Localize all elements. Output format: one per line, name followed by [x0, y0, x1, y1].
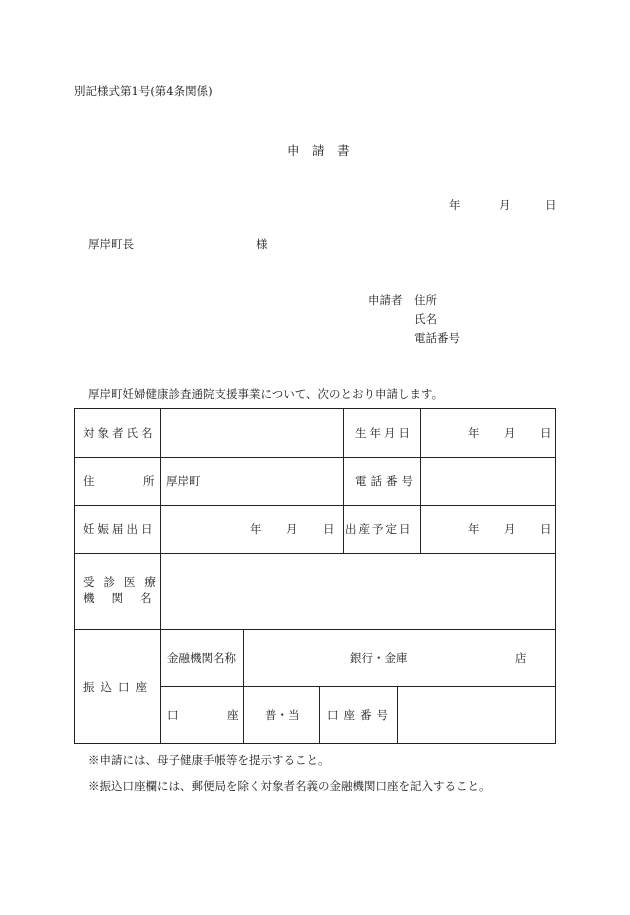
row-divider [75, 505, 555, 506]
col-divider [243, 629, 244, 743]
report-year: 年 [250, 522, 262, 536]
applicant-name-label: 氏名 [414, 312, 437, 326]
date-year: 年 [449, 198, 461, 212]
report-month: 月 [286, 522, 298, 536]
due-day: 日 [540, 522, 552, 536]
birth-year: 年 [468, 426, 480, 440]
institution-label-line1: 受診医療 [83, 575, 165, 589]
address-value: 厚岸町 [166, 474, 201, 488]
application-table [74, 408, 556, 744]
address-label-right: 所 [143, 474, 155, 488]
financial-institution-label: 金融機関名称 [167, 651, 236, 665]
due-date-label: 出産予定日 [345, 522, 413, 536]
bank-type: 銀行・金庫 [350, 651, 408, 665]
subject-name-label: 対象者氏名 [83, 426, 156, 440]
pregnancy-report-label: 妊娠届出日 [83, 522, 156, 536]
date-day: 日 [545, 198, 557, 212]
branch-label: 店 [515, 651, 527, 665]
account-label-left: 口 [167, 708, 179, 722]
account-number-label: 口座番号 [327, 708, 393, 722]
account-type: 普・当 [265, 708, 300, 722]
account-label-right: 座 [227, 708, 239, 722]
birth-month: 月 [504, 426, 516, 440]
phone-label: 電話番号 [355, 474, 417, 488]
due-year: 年 [468, 522, 480, 536]
row-divider [160, 686, 555, 687]
note-2: ※振込口座欄には、郵便局を除く対象者名義の金融機関口座を記入すること。 [88, 779, 491, 793]
intro-text: 厚岸町妊婦健康診査通院支援事業について、次のとおり申請します。 [88, 387, 444, 401]
col-divider [420, 409, 421, 553]
row-divider [75, 629, 555, 630]
col-divider [343, 409, 344, 553]
transfer-account-label: 振込口座 [83, 680, 153, 694]
birth-date-label: 生年月日 [355, 426, 413, 440]
note-1: ※申請には、母子健康手帳等を提示すること。 [88, 753, 330, 767]
report-day: 日 [323, 522, 335, 536]
page-title: 申 請 書 [287, 143, 350, 158]
address-label-left: 住 [83, 474, 95, 488]
form-number: 別記様式第1号(第4条関係) [74, 84, 213, 98]
applicant-phone-label: 電話番号 [414, 331, 460, 345]
birth-day: 日 [540, 426, 552, 440]
due-month: 月 [504, 522, 516, 536]
addressee-name: 厚岸町長 [88, 237, 134, 251]
applicant-label: 申請者 [368, 293, 403, 307]
institution-label-line2: 機関名 [83, 591, 169, 605]
col-divider [319, 686, 320, 743]
row-divider [75, 553, 555, 554]
date-month: 月 [499, 198, 511, 212]
applicant-address-label: 住所 [414, 293, 437, 307]
col-divider [397, 686, 398, 743]
addressee-honorific: 様 [256, 237, 268, 251]
row-divider [75, 457, 555, 458]
